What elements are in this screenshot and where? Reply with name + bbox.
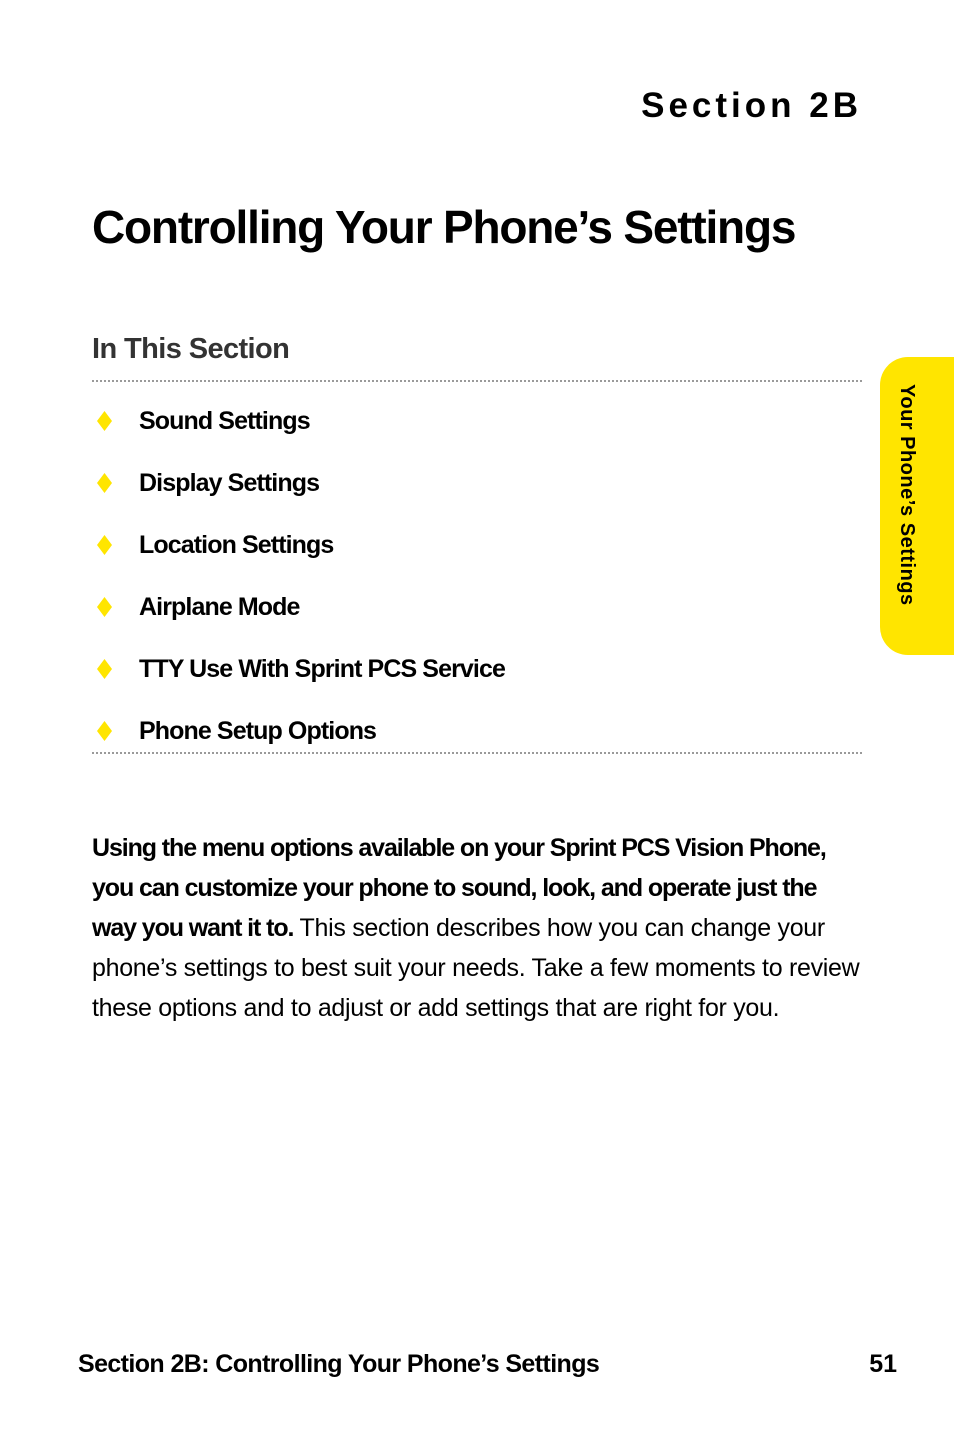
diamond-bullet-icon <box>97 597 112 617</box>
list-item-label: Airplane Mode <box>139 592 300 621</box>
intro-lead-text: Using the menu options available on your Sprint PCS Vision Phone, you can customize your phone to sound, look, and operate just the way you want it to. <box>92 834 826 942</box>
section-label: Section 2B <box>641 86 862 125</box>
footer-title: Section 2B: Controlling Your Phone’s Settings <box>78 1350 600 1378</box>
intro-body-text: This section describes how you can change your phone’s settings to best suit your needs. Take a few moments to review these options and to adjust or add settings that are right for you. <box>92 914 860 1022</box>
diamond-bullet-icon <box>97 535 112 555</box>
page-title: Controlling Your Phone’s Settings <box>92 201 796 253</box>
diamond-bullet-icon <box>97 659 112 679</box>
divider-top <box>92 380 862 382</box>
diamond-bullet-icon <box>97 411 112 431</box>
list-item[interactable] <box>92 638 862 700</box>
list-item-label: Sound Settings <box>139 406 310 435</box>
diamond-bullet-icon <box>97 473 112 493</box>
in-this-section-heading: In This Section <box>92 333 290 365</box>
list-item-label: Display Settings <box>139 468 320 497</box>
divider-bottom <box>92 752 862 754</box>
list-item[interactable] <box>92 514 862 576</box>
page-number: 51 <box>869 1350 897 1378</box>
list-item-label: Location Settings <box>139 530 334 559</box>
list-item-label: Phone Setup Options <box>139 716 377 745</box>
side-tab-label: Your Phone’s Settings <box>896 384 918 606</box>
list-item[interactable] <box>92 576 862 638</box>
list-item-label: TTY Use With Sprint PCS Service <box>139 654 505 683</box>
intro-paragraph <box>92 828 862 1028</box>
list-item[interactable] <box>92 452 862 514</box>
section-contents-list <box>92 390 862 762</box>
diamond-bullet-icon <box>97 721 112 741</box>
list-item[interactable] <box>92 390 862 452</box>
